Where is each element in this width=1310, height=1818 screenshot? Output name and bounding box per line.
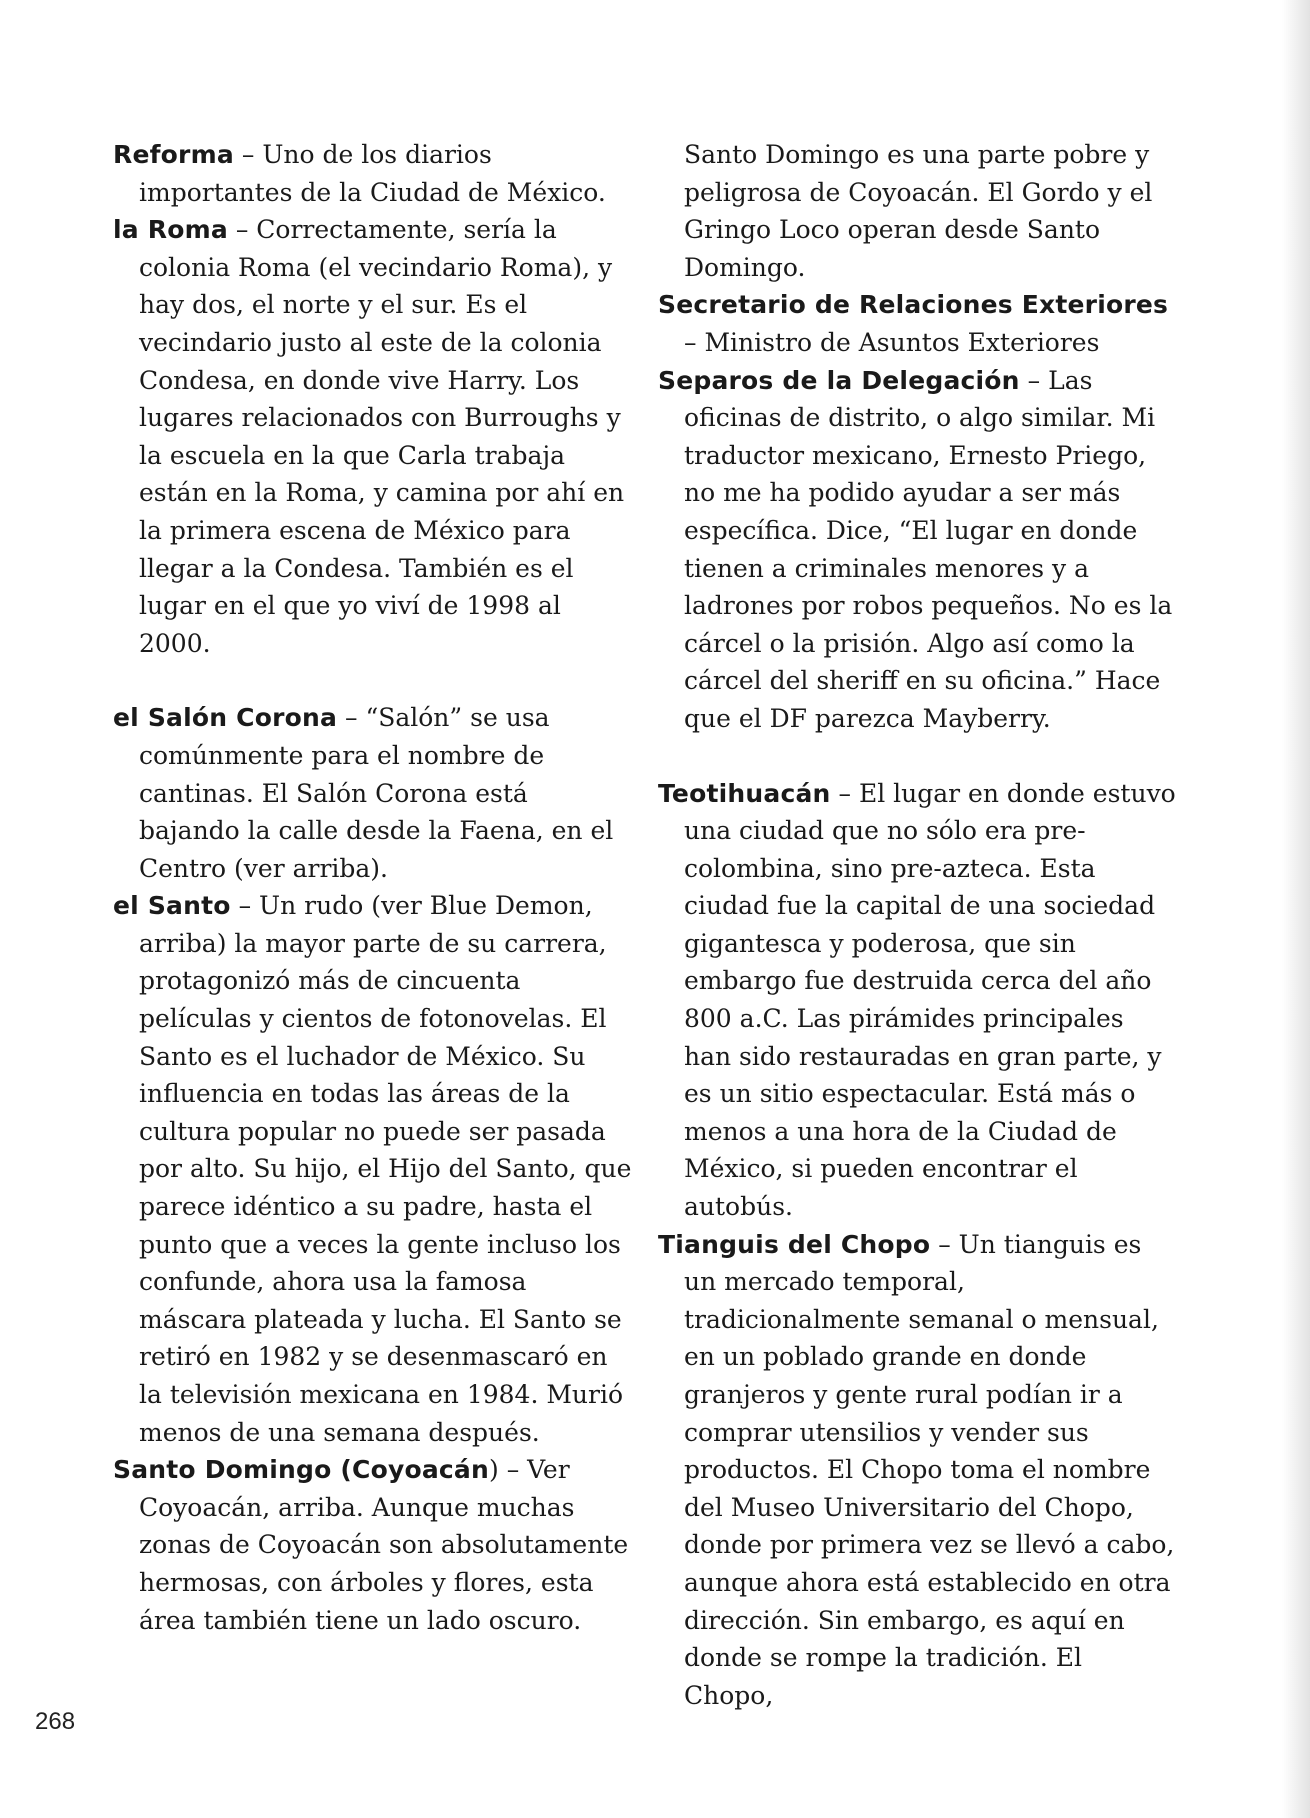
entry-term: la Roma — [113, 215, 228, 245]
continued-definition: Santo Domingo es una parte pobre y peligrosa de Coyoacán. El Gordo y el Gringo Loco operan desde Santo Domingo. — [684, 140, 1153, 282]
glossary-entry-tianguis — [658, 1226, 1178, 1715]
entry-separator: – — [684, 327, 705, 357]
entry-term: el Santo — [113, 891, 231, 921]
entry-definition: Ver Coyoacán, arriba. Aunque muchas zonas de Coyoacán son absolutamente hermosas, con árboles y flores, esta área también tiene un lado oscuro. — [139, 1455, 629, 1635]
glossary-entry-teotihuacan — [658, 775, 1178, 1226]
entry-definition: Un rudo (ver Blue Demon, arriba) la mayor parte de su carrera, protagonizó más de cincuenta películas y cientos de fotonovelas. El Santo es el luchador de México. Su influencia en todas las áreas de la cultura popular no puede ser pasada por alto. Su hijo, el Hijo del Santo, que parece idéntico a su padre, hasta el punto que a veces la gente incluso los confunde, ahora usa la famosa máscara plateada y lucha. El Santo se retiró en 1982 y se desenmascaró en la televisión mexicana en 1984. Murió menos de una semana después. — [139, 891, 632, 1447]
page-number: 268 — [35, 1708, 76, 1735]
entry-definition: El lugar en donde estuvo una ciudad que no sólo era pre-colombina, sino pre-azteca. Esta ciudad fue la capital de una sociedad gigantesca y poderosa, que sin embargo fue destruida cerca del año 800 a.C. Las pirámides principales han sido restauradas en gran parte, y es un sitio espectacular. Está más o menos a una hora de la Ciudad de México, si pueden encontrar el autobús. — [684, 778, 1176, 1222]
entry-definition: Correctamente, sería la colonia Roma (el vecindario Roma), y hay dos, el norte y el sur. Es el vecindario justo al este de la colonia Condesa, en donde vive Harry. Los lugares relacionados con Burroughs y la escuela en la que Carla trabaja están en la Roma, y camina por ahí en la primera escena de México para llegar a la Condesa. También es el lugar en el que yo viví de 1998 al 2000. — [139, 215, 625, 658]
entry-term: Secretario de Relaciones Exteriores — [658, 290, 1169, 320]
entry-separator: – — [337, 703, 366, 733]
entry-definition: Un tianguis es un mercado temporal, tradicionalmente semanal o mensual, en un poblado grande en donde granjeros y gente rural podían ir a comprar utensilios y vender sus productos. El Chopo toma el nombre del Museo Universitario del Chopo, donde por primera vez se llevó a cabo, aunque ahora está establecido en otra dirección. Sin embargo, es aquí en donde se rompe la tradición. El Chopo, — [684, 1229, 1175, 1710]
entry-definition: “Salón” se usa comúnmente para el nombre de cantinas. El Salón Corona está bajando la calle desde la Faena, en el Centro (ver arriba). — [139, 703, 614, 883]
entry-separator: – — [930, 1229, 959, 1259]
glossary-entry-el-santo — [113, 887, 633, 1451]
entry-term: el Salón Corona — [113, 703, 338, 733]
glossary-entry-secretario — [658, 286, 1178, 361]
glossary-entry-reforma — [113, 136, 633, 211]
entry-separator: ) – — [489, 1455, 528, 1485]
entry-definition: Ministro de Asuntos Exteriores — [704, 327, 1100, 357]
entry-term: Separos de la Delegación — [658, 365, 1020, 395]
glossary-entry-salon-corona — [113, 699, 633, 887]
entry-separator: – — [233, 140, 263, 169]
entry-term: Santo Domingo (Coyoacán — [113, 1455, 489, 1485]
entry-separator: – — [830, 778, 859, 808]
left-column — [113, 136, 633, 1639]
glossary-entry-separos — [658, 362, 1178, 738]
right-column — [658, 136, 1178, 1714]
entry-term: Teotihuacán — [658, 778, 831, 808]
entry-separator: – — [230, 891, 260, 921]
entry-separator: – — [227, 215, 257, 245]
entry-definition: Uno de los diarios importantes de la Ciudad de México. — [139, 140, 606, 207]
glossary-entry-la-roma — [113, 211, 633, 662]
page-edge-shadow — [1282, 0, 1310, 1818]
entry-definition: Las oficinas de distrito, o algo similar. Mi traductor mexicano, Ernesto Priego, no me ha podido ayudar a ser más específica. Dice, “El lugar en donde tienen a criminales menores y a ladrones por robos pequeños. No es la cárcel o la prisión. Algo así como la cárcel del sheriff en su oficina.” Hace que el DF parezca Mayberry. — [684, 365, 1173, 733]
entry-term: Reforma — [113, 140, 234, 169]
entry-term: Tianguis del Chopo — [658, 1229, 931, 1259]
entry-separator: – — [1019, 365, 1049, 395]
glossary-entry-santo-domingo — [113, 1451, 633, 1639]
